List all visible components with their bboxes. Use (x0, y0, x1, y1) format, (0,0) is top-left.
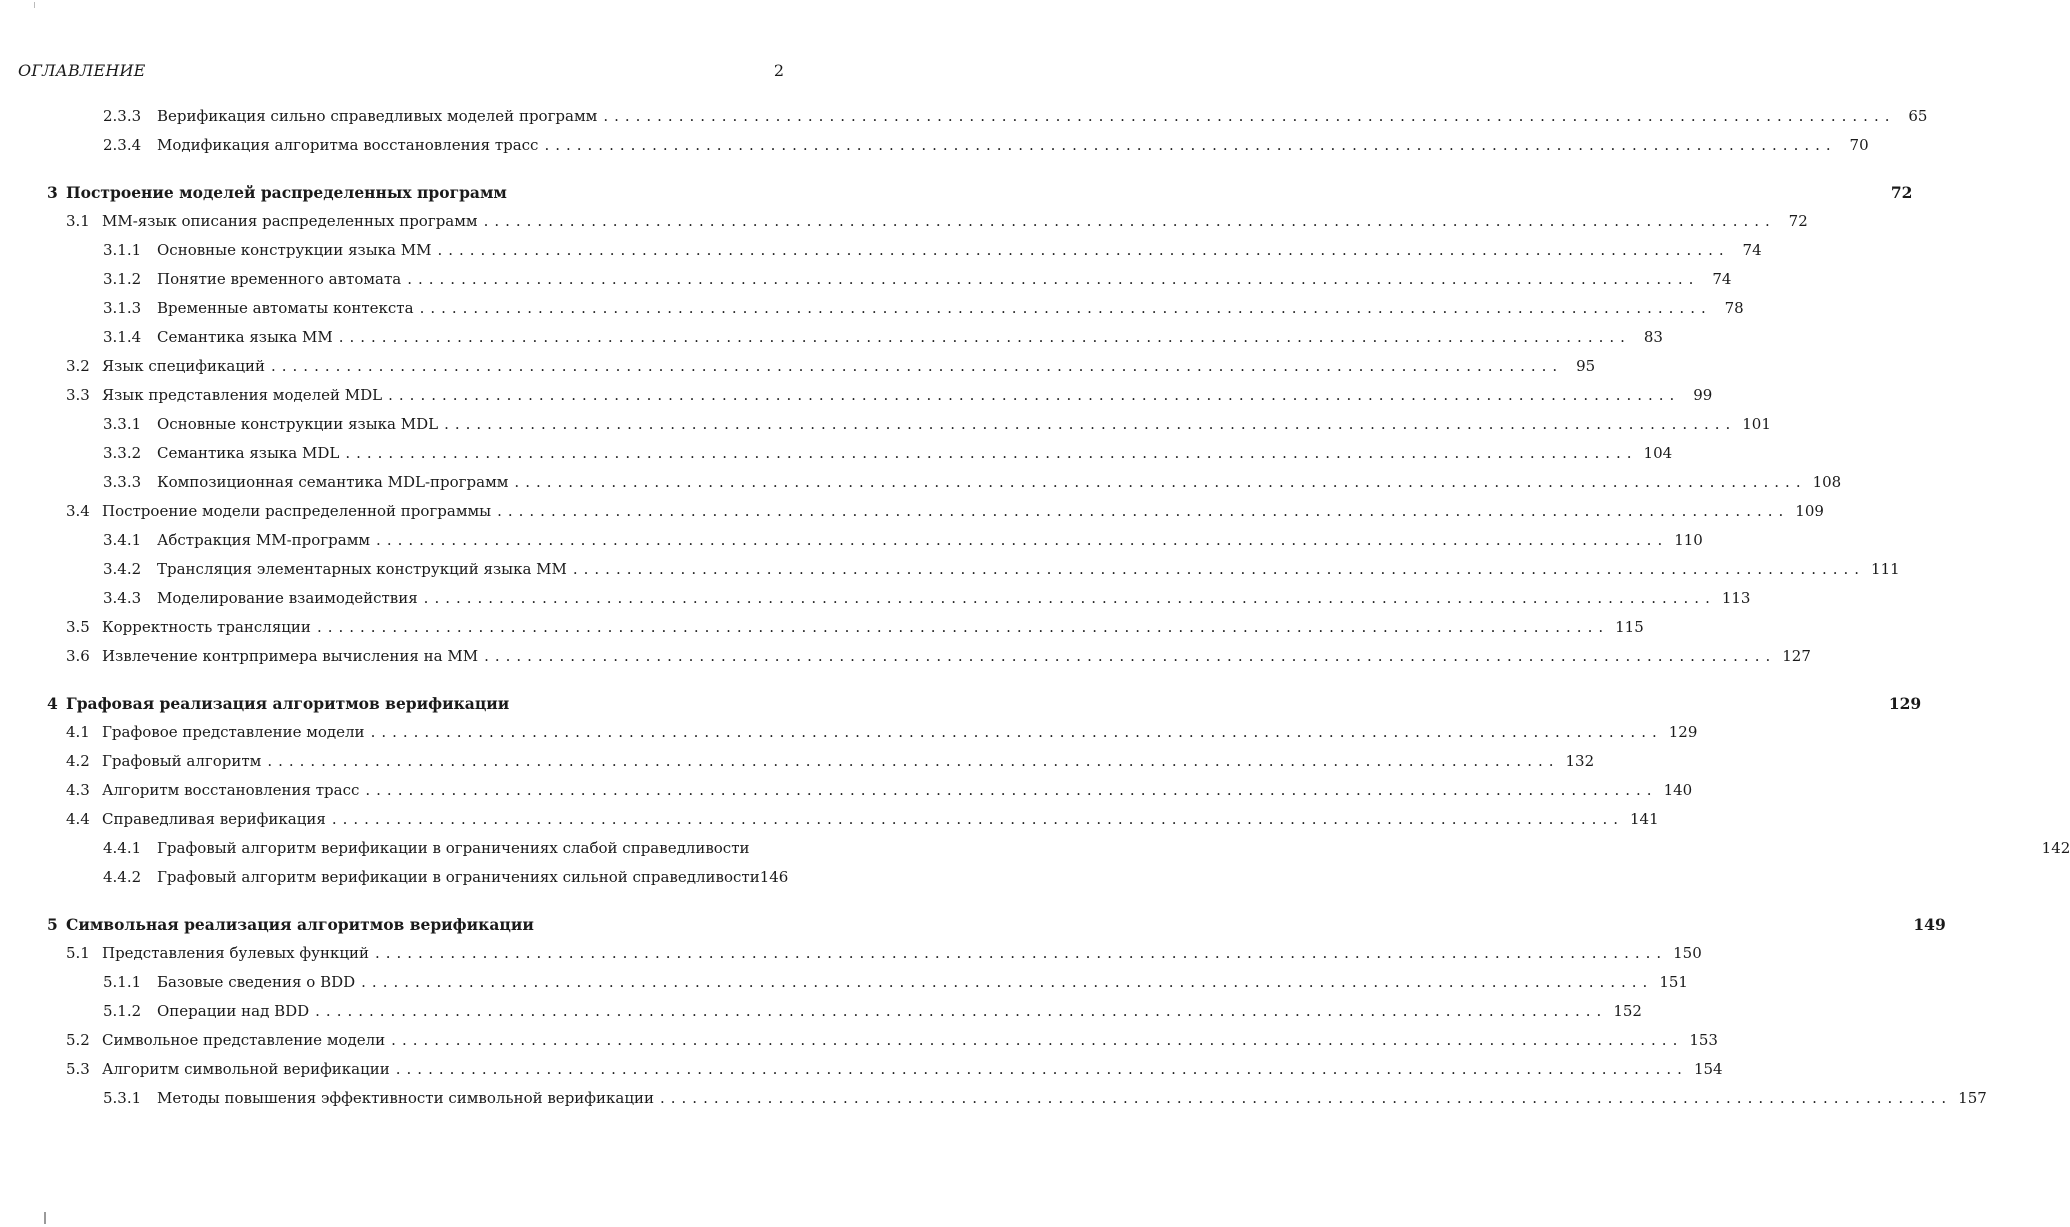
entry-number: 2.3.3 (103, 107, 142, 125)
toc-subsection-entry[interactable] (103, 473, 1842, 491)
entry-page-number: 95 (1576, 357, 1596, 375)
toc-subsection-entry[interactable] (103, 299, 1744, 317)
toc-section-entry[interactable] (66, 723, 1698, 741)
toc-chapter-entry[interactable] (47, 915, 1946, 934)
entry-page-number: 113 (1721, 589, 1751, 607)
toc-subsection-entry[interactable] (103, 868, 789, 886)
toc-section-entry[interactable] (66, 752, 1595, 770)
entry-title: Семантика языка MDL (157, 444, 340, 462)
entry-page-number: 111 (1871, 560, 1900, 578)
dot-leader: ........................................................................................................................ (374, 944, 1668, 962)
toc-subsection-entry[interactable] (103, 415, 1771, 433)
entry-title: Верификация сильно справедливых моделей программ (157, 107, 598, 125)
entry-title: Основные конструкции языка ММ (157, 241, 432, 259)
page-number: 2 (773, 61, 784, 80)
entry-page-number: 142 (2041, 839, 2070, 857)
entry-title: Методы повышения эффективности символьной верификации (157, 1089, 654, 1107)
entry-number: 3.1.4 (103, 328, 142, 346)
entry-title: Символьная реализация алгоритмов верификации (66, 915, 534, 934)
entry-number: 3.4.1 (103, 531, 142, 549)
dot-leader: ........................................................................................................................ (365, 781, 1658, 799)
dot-leader: ........................................................................................................................ (514, 473, 1807, 491)
toc-subsection-entry[interactable] (103, 839, 2070, 857)
toc-section-entry[interactable] (66, 386, 1713, 404)
toc-subsection-entry[interactable] (103, 1002, 1642, 1020)
toc-section-entry[interactable] (66, 212, 1808, 230)
entry-number: 5.1.2 (103, 1002, 142, 1020)
entry-title: Корректность трансляции (102, 618, 311, 636)
dot-leader: ........................................................................................................................ (544, 136, 1837, 154)
toc-subsection-entry[interactable] (103, 531, 1703, 549)
entry-page-number: 65 (1908, 107, 1928, 125)
entry-number: 3.6 (66, 647, 90, 665)
dot-leader: ........................................................................................................................ (603, 107, 1896, 125)
entry-number: 4.4.1 (103, 839, 142, 857)
dot-leader: ........................................................................................................................ (395, 1060, 1688, 1078)
entry-title: Композиционная семантика MDL-программ (157, 473, 509, 491)
dot-leader: ........................................................................................................................ (572, 560, 1866, 578)
entry-title: Справедливая верификация (102, 810, 326, 828)
entry-page-number: 152 (1613, 1002, 1642, 1020)
entry-title: Алгоритм символьной верификации (102, 1060, 390, 1078)
entry-number: 3.4 (66, 502, 90, 520)
toc-section-entry[interactable] (66, 944, 1702, 962)
entry-page-number: 140 (1663, 781, 1693, 799)
entry-page-number: 132 (1565, 752, 1595, 770)
entry-number: 5.1 (66, 944, 90, 962)
entry-number: 2.3.4 (103, 136, 142, 154)
entry-number: 3.1.1 (103, 241, 142, 259)
toc-subsection-entry[interactable] (103, 560, 1900, 578)
entry-title: Представления булевых функций (102, 944, 369, 962)
dot-leader: ........................................................................................................................ (267, 752, 1560, 770)
toc-subsection-entry[interactable] (103, 328, 1663, 346)
entry-page-number: 83 (1643, 328, 1663, 346)
entry-number: 3 (47, 183, 58, 202)
entry-page-number: 115 (1615, 618, 1644, 636)
dot-leader: ........................................................................................................................ (437, 241, 1730, 259)
entry-page-number: 74 (1712, 270, 1732, 288)
entry-title: Символьное представление модели (102, 1031, 386, 1049)
dot-leader: ........................................................................................................................ (391, 1031, 1684, 1049)
entry-number: 3.1.3 (103, 299, 142, 317)
entry-title: Временные автоматы контекста (157, 299, 414, 317)
entry-title: Модификация алгоритма восстановления трасс (157, 136, 539, 154)
entry-title: Основные конструкции языка MDL (157, 415, 439, 433)
dot-leader: ........................................................................................................................ (407, 270, 1700, 288)
running-head (18, 61, 784, 80)
entry-page-number: 72 (1788, 212, 1808, 230)
entry-number: 4.2 (66, 752, 90, 770)
toc-section-entry[interactable] (66, 1031, 1718, 1049)
entry-title: Понятие временного автомата (157, 270, 402, 288)
entry-page-number: 72 (1890, 183, 1913, 202)
entry-number: 4.1 (66, 723, 90, 741)
entry-title: Алгоритм восстановления трасс (102, 781, 360, 799)
entry-page-number: 153 (1689, 1031, 1718, 1049)
entry-number: 5.3.1 (103, 1089, 142, 1107)
entry-page-number: 109 (1795, 502, 1824, 520)
entry-title: Графовый алгоритм (102, 752, 262, 770)
entry-page-number: 154 (1693, 1060, 1723, 1078)
entry-title: Язык представления моделей MDL (102, 386, 383, 404)
entry-title: Базовые сведения о BDD (157, 973, 356, 991)
dot-leader: ........................................................................................................................ (271, 357, 1564, 375)
dot-leader: ........................................................................................................................ (483, 212, 1776, 230)
entry-title: Язык спецификаций (102, 357, 265, 375)
entry-page-number: 104 (1643, 444, 1673, 462)
entry-title: Абстракция ММ-программ (157, 531, 371, 549)
entry-number: 3.2 (66, 357, 90, 375)
running-head-title: ОГЛАВЛЕНИЕ (18, 61, 146, 80)
dot-leader: ........................................................................................................................ (388, 386, 1681, 404)
toc-subsection-entry[interactable] (103, 444, 1673, 462)
dot-leader: ........................................................................................................................ (316, 618, 1610, 636)
entry-page-number: 101 (1742, 415, 1771, 433)
entry-page-number: 70 (1849, 136, 1869, 154)
entry-number: 3.3.1 (103, 415, 142, 433)
entry-page-number: 99 (1693, 386, 1713, 404)
toc-subsection-entry[interactable] (103, 241, 1762, 259)
entry-number: 4 (47, 694, 58, 713)
entry-number: 3.4.2 (103, 560, 142, 578)
entry-page-number: 127 (1782, 647, 1811, 665)
entry-number: 3.3 (66, 386, 90, 404)
entry-page-number: 129 (1668, 723, 1698, 741)
entry-number: 5.2 (66, 1031, 90, 1049)
entry-number: 4.4.2 (103, 868, 142, 886)
entry-page-number: 129 (1888, 694, 1922, 713)
entry-title: Графовое представление модели (102, 723, 365, 741)
entry-number: 3.4.3 (103, 589, 142, 607)
dot-leader: ........................................................................................................................ (361, 973, 1654, 991)
entry-title: Графовый алгоритм верификации в ограничениях сильной справедливости (157, 868, 760, 886)
entry-number: 3.1 (66, 212, 90, 230)
entry-page-number: 108 (1812, 473, 1842, 491)
entry-number: 5 (47, 915, 58, 934)
dot-leader: ........................................................................................................................ (370, 723, 1663, 741)
toc-subsection-entry[interactable] (103, 270, 1732, 288)
entry-page-number: 157 (1958, 1089, 1987, 1107)
entry-page-number: 151 (1659, 973, 1688, 991)
toc-subsection-entry[interactable] (103, 589, 1751, 607)
dot-leader: ........................................................................................................................ (376, 531, 1669, 549)
dot-leader: ........................................................................................................................ (345, 444, 1638, 462)
dot-leader: ........................................................................................................................ (423, 589, 1716, 607)
entry-title: Трансляция элементарных конструкций языка ММ (157, 560, 567, 578)
entry-page-number: 146 (759, 868, 789, 886)
entry-number: 3.3.2 (103, 444, 142, 462)
entry-title: ММ-язык описания распределенных программ (102, 212, 478, 230)
entry-page-number: 110 (1674, 531, 1703, 549)
entry-number: 4.4 (66, 810, 90, 828)
dot-leader: ........................................................................................................................ (484, 647, 1777, 665)
entry-number: 5.3 (66, 1060, 90, 1078)
toc-subsection-entry[interactable] (103, 107, 1928, 125)
entry-number: 3.1.2 (103, 270, 142, 288)
toc-section-entry[interactable] (66, 502, 1824, 520)
toc-section-entry[interactable] (66, 647, 1811, 665)
toc-section-entry[interactable] (66, 618, 1644, 636)
entry-title: Семантика языка ММ (157, 328, 333, 346)
dot-leader: ........................................................................................................................ (331, 810, 1624, 828)
dot-leader: ........................................................................................................................ (338, 328, 1631, 346)
toc-section-entry[interactable] (66, 810, 1659, 828)
dot-leader: ........................................................................................................................ (419, 299, 1712, 317)
entry-number: 3.5 (66, 618, 90, 636)
entry-title: Графовая реализация алгоритмов верификации (66, 694, 510, 713)
scan-artifact (44, 1212, 46, 1224)
toc-chapter-entry[interactable] (47, 694, 1922, 713)
entry-title: Построение моделей распределенных программ (66, 183, 507, 202)
entry-title: Графовый алгоритм верификации в ограничениях слабой справедливости (157, 839, 750, 857)
dot-leader: ........................................................................................................................ (660, 1089, 1953, 1107)
entry-page-number: 74 (1742, 241, 1762, 259)
toc-section-entry[interactable] (66, 1060, 1723, 1078)
entry-page-number: 149 (1913, 915, 1946, 934)
entry-number: 3.3.3 (103, 473, 142, 491)
entry-page-number: 141 (1629, 810, 1659, 828)
toc-subsection-entry[interactable] (103, 136, 1869, 154)
toc-subsection-entry[interactable] (103, 1089, 1987, 1107)
entry-title: Построение модели распределенной программы (102, 502, 492, 520)
toc-subsection-entry[interactable] (103, 973, 1688, 991)
toc-section-entry[interactable] (66, 357, 1596, 375)
entry-number: 5.1.1 (103, 973, 142, 991)
dot-leader: ........................................................................................................................ (444, 415, 1737, 433)
entry-page-number: 78 (1724, 299, 1744, 317)
toc-chapter-entry[interactable] (47, 183, 1913, 202)
dot-leader: ........................................................................................................................ (315, 1002, 1608, 1020)
toc-section-entry[interactable] (66, 781, 1693, 799)
entry-title: Извлечение контрпримера вычисления на ММ (102, 647, 479, 665)
dot-leader: ........................................................................................................................ (497, 502, 1790, 520)
entry-title: Моделирование взаимодействия (157, 589, 418, 607)
entry-page-number: 150 (1673, 944, 1702, 962)
entry-title: Операции над BDD (157, 1002, 310, 1020)
scan-artifact (34, 2, 35, 8)
entry-number: 4.3 (66, 781, 90, 799)
